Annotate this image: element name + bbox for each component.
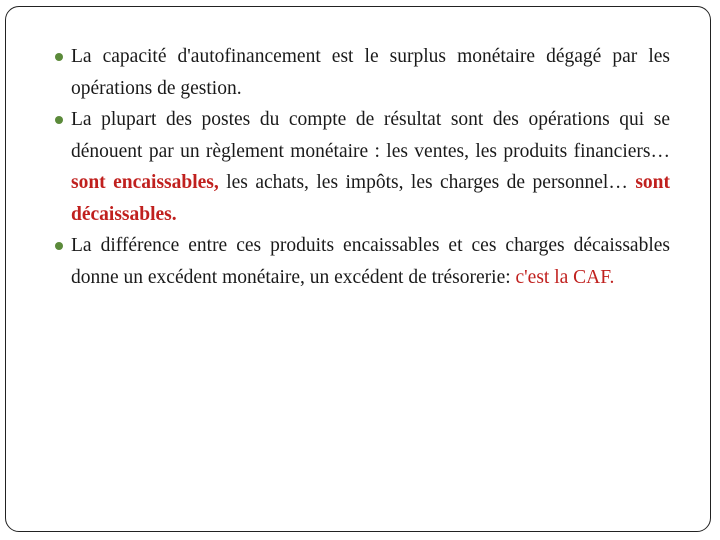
bullet-text: La capacité d'autofinancement est le surplus monétaire dégagé par les opérations de gestion. (71, 46, 670, 99)
emphasis-encaissables: sont encaissables, (71, 172, 219, 193)
emphasis-decaissables: sont décaissables. (71, 172, 670, 225)
bullet-dot-icon (55, 116, 63, 124)
bullet-dot-icon (55, 53, 63, 61)
bullet-text: les achats, les impôts, les charges de personnel… (218, 172, 636, 193)
bullet-item-income-statement (24, 104, 670, 230)
bullet-list (24, 41, 670, 293)
emphasis-caf: c'est la CAF. (515, 266, 615, 288)
bullet-dot-icon (55, 242, 63, 250)
bullet-item-caf-definition (24, 41, 670, 104)
slide-frame (5, 6, 711, 532)
bullet-text: La différence entre ces produits encaissables et ces charges décaissables donne un excédent monétaire, un excédent de trésorerie: (71, 235, 670, 288)
bullet-text: La plupart des postes du compte de résultat sont des opérations qui se dénouent par un règlement monétaire : les ventes, les produits financiers… (71, 109, 670, 162)
bullet-item-difference (24, 230, 670, 293)
